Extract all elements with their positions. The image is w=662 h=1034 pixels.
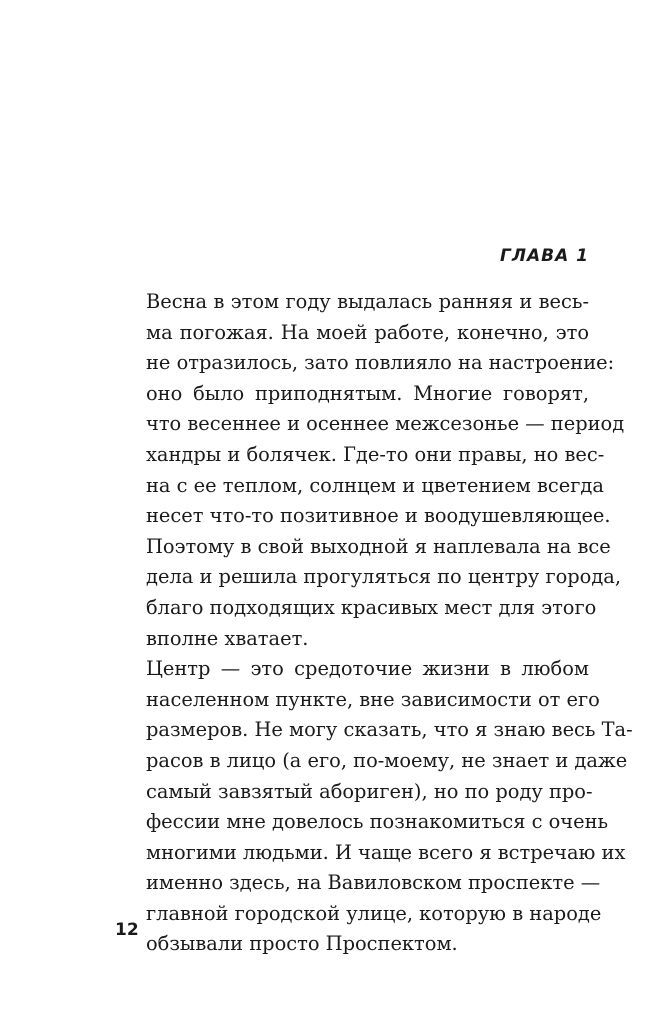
text-line: Поэтому в свой выходной я наплевала на все xyxy=(146,534,611,558)
text-line: на с ее теплом, солнцем и цветением всегда xyxy=(146,473,604,497)
text-line: фессии мне довелось познакомиться с очень xyxy=(146,810,609,834)
text-line: ма погожая. На моей работе, конечно, это xyxy=(146,320,589,344)
paragraph-2 xyxy=(115,654,633,960)
text-line: не отразилось, зато повлияло на настроение: xyxy=(146,351,615,375)
text-line: расов в лицо (а его, по-моему, не знает и даже xyxy=(146,748,628,772)
paragraph-1 xyxy=(115,287,625,654)
text-line: Центр — это средоточие жизни в любом xyxy=(146,657,589,681)
text-line: оно было приподнятым. Многие говорят, xyxy=(146,381,589,405)
text-line: вполне хватает. xyxy=(146,626,309,650)
text-line: именно здесь, на Вавиловском проспекте — xyxy=(146,871,601,895)
text-line: многими людьми. И чаще всего я встречаю их xyxy=(146,840,626,864)
text-line: размеров. Не могу сказать, что я знаю весь Та- xyxy=(146,718,633,742)
text-line: хандры и болячек. Где-то они правы, но вес- xyxy=(146,442,605,466)
chapter-heading: ГЛАВА 1 xyxy=(500,246,589,266)
text-line: благо подходящих красивых мест для этого xyxy=(146,595,597,619)
text-line: обзывали просто Проспектом. xyxy=(146,932,458,956)
text-line: что весеннее и осеннее межсезонье — период xyxy=(146,412,625,436)
text-line: дела и решила прогуляться по центру города, xyxy=(146,565,622,589)
body-text xyxy=(115,287,633,960)
text-line: главной городской улице, которую в народе xyxy=(146,901,602,925)
text-line: Весна в этом году выдалась ранняя и весь- xyxy=(146,290,589,313)
text-line: населенном пункте, вне зависимости от его xyxy=(146,687,600,711)
page-number: 12 xyxy=(115,920,139,940)
text-line: самый завзятый абориген), но по роду про- xyxy=(146,779,593,803)
text-line: несет что-то позитивное и воодушевляющее. xyxy=(146,504,611,528)
